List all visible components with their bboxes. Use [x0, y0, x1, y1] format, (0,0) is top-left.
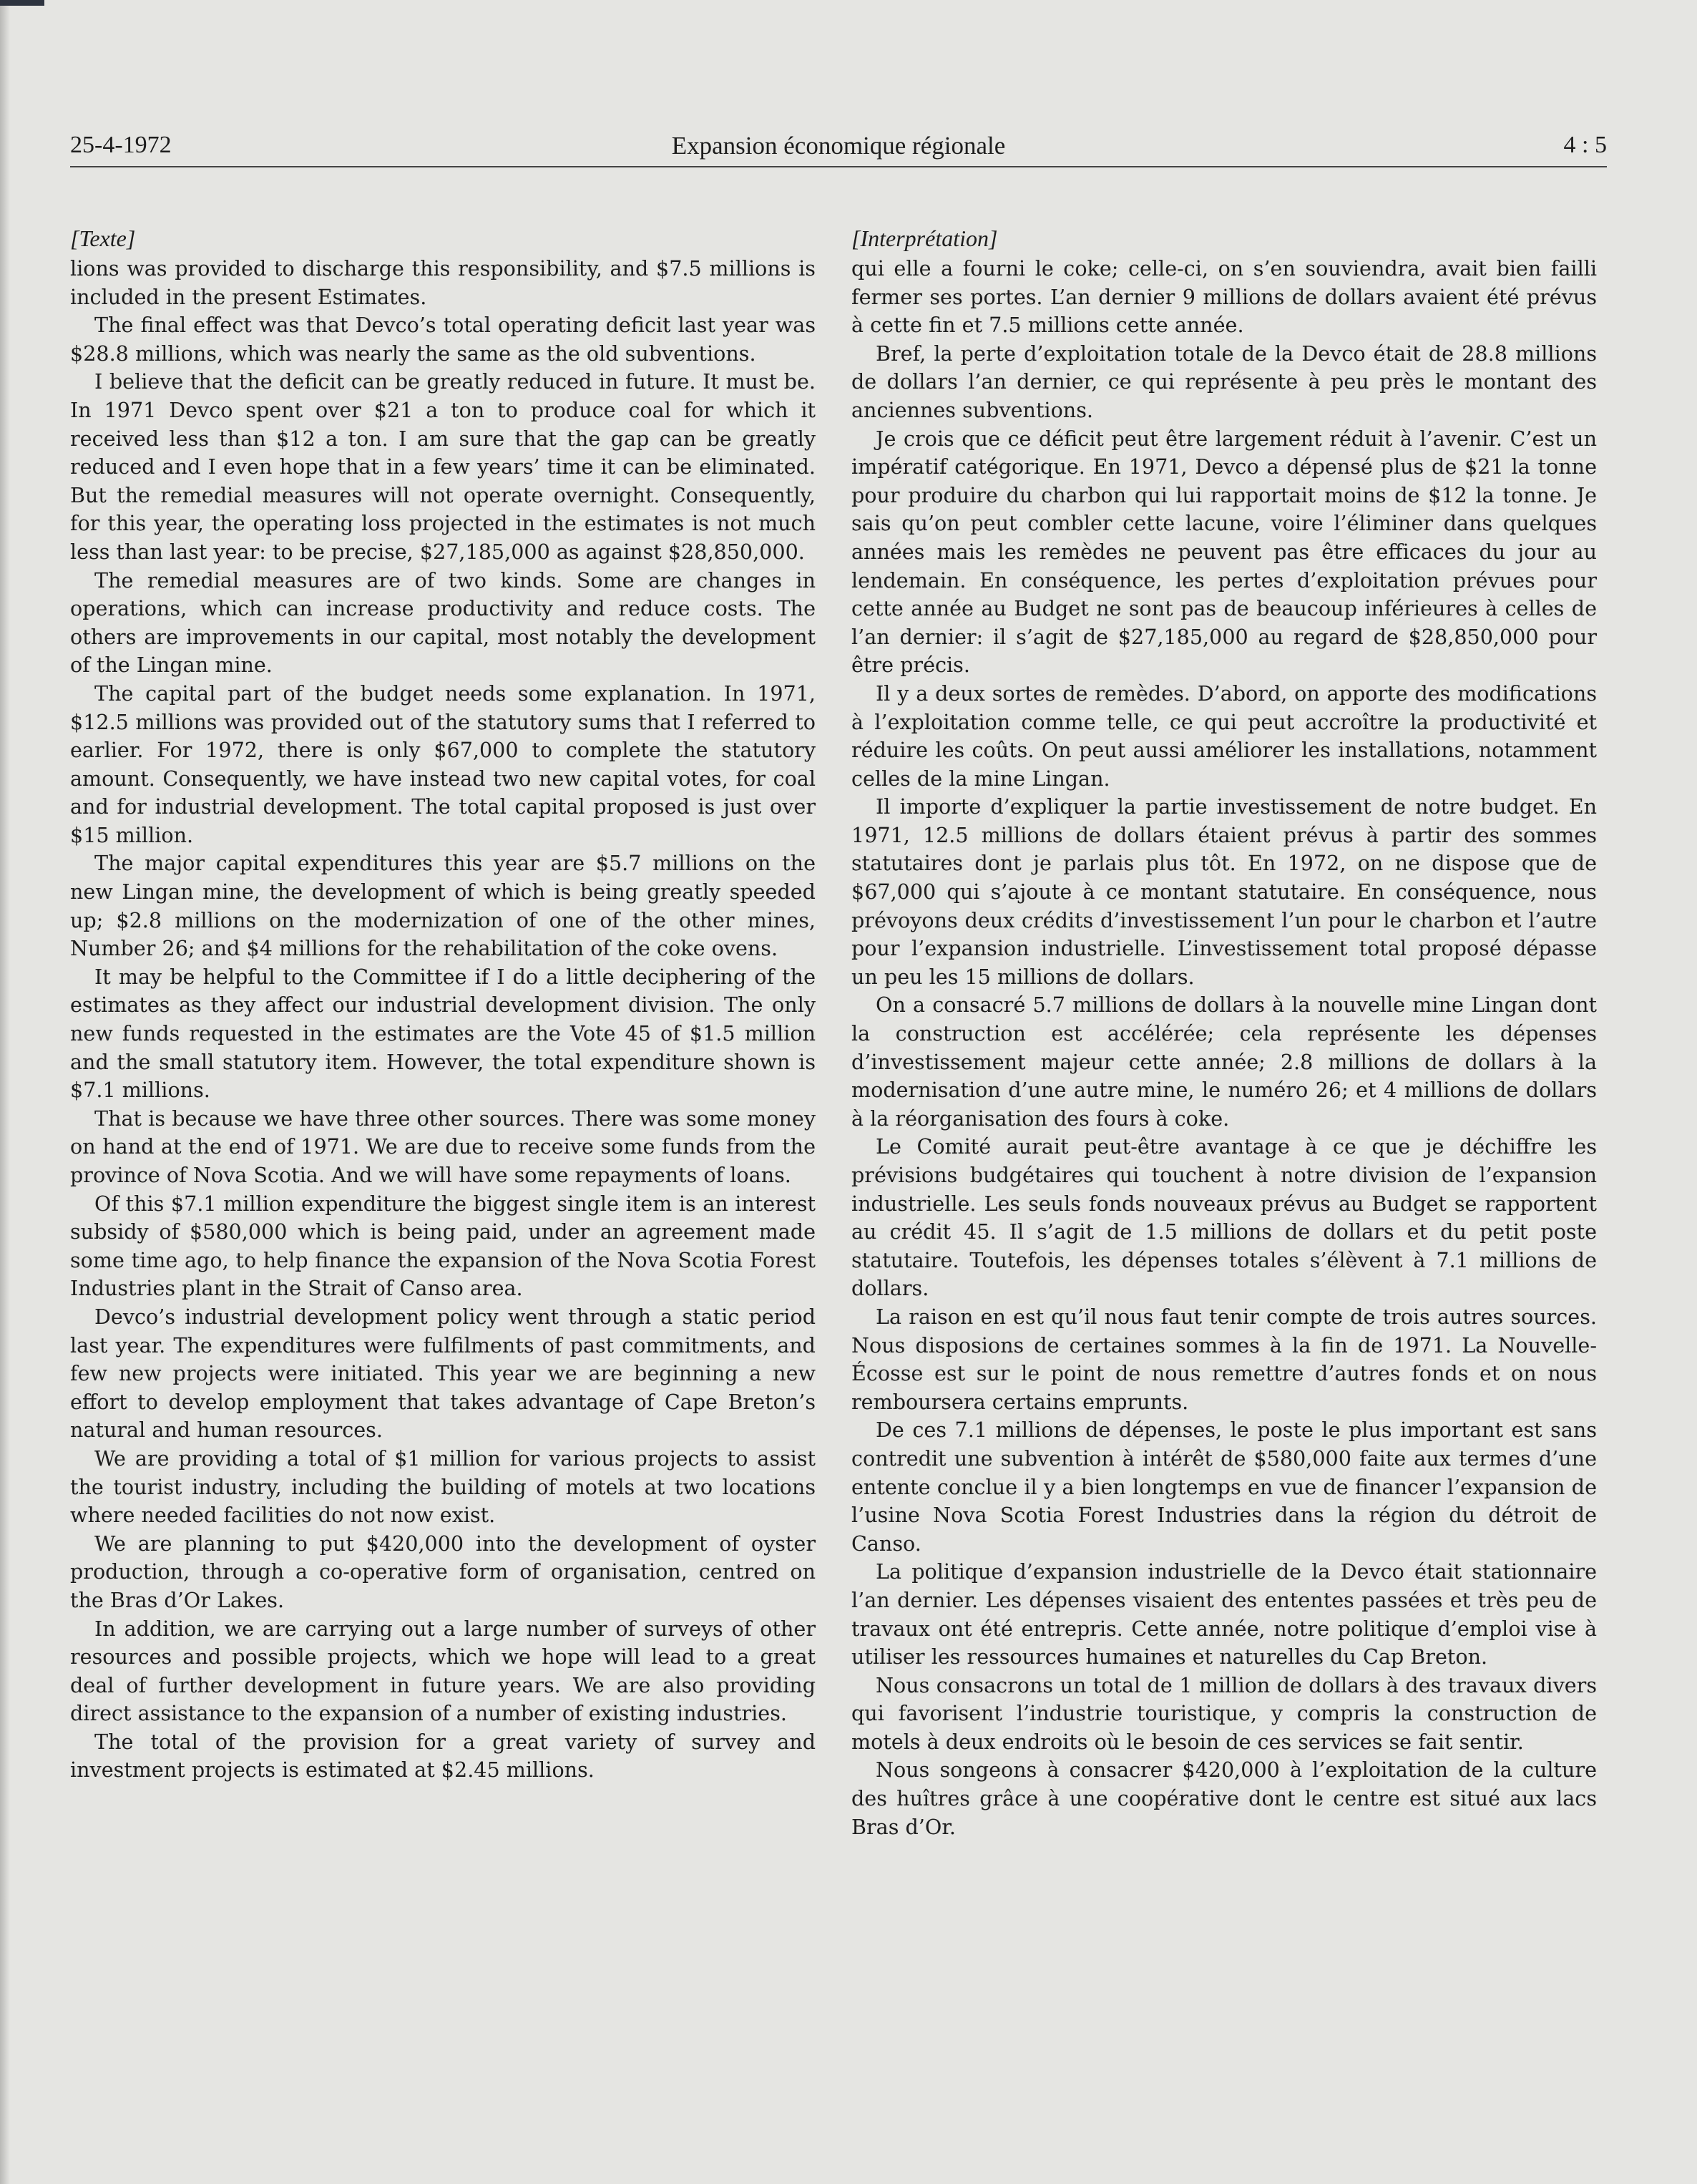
column-label: [Texte]	[70, 225, 136, 251]
paragraph: lions was provided to discharge this responsibility, and $7.5 millions is included in the present Estimates.	[70, 256, 816, 309]
paragraph: That is because we have three other sources. There was some money on hand at the end of 1971. We are due to receive some funds from the province of Nova Scotia. And we will have some repayments of loans.	[70, 1106, 816, 1187]
paragraph: We are planning to put $420,000 into the development of oyster production, through a co-operative form of organisation, centred on the Bras d’Or Lakes.	[70, 1531, 816, 1612]
paragraph: The remedial measures are of two kinds. Some are changes in operations, which can increase productivity and reduce costs. The others are improvements in our capital, most notably the development of the Lingan mine.	[70, 567, 816, 678]
paragraph: Je crois que ce déficit peut être largement réduit à l’avenir. C’est un impératif catégorique. En 1971, Devco a dépensé plus de $21 la tonne pour produire du charbon qui lui rapportait moins de $12 la tonne. Je sais qu’on peut combler cette lacune, voire l’éliminer dans quelques années mais les remèdes ne peuvent pas être efficaces du jour au lendemain. En conséquence, les pertes d’exploitation prévues pour cette année au Budget ne sont pas de beaucoup inférieures à celles de l’an dernier: il s’agit de $27,185,000 au regard de $28,850,000 pour être précis.	[851, 426, 1597, 678]
header-date: 25-4-1972	[70, 132, 172, 158]
paragraph: La politique d’expansion industrielle de la Devco était stationnaire l’an dernier. Les dépenses visaient des ententes passées et très peu de travaux ont été entrepris. Cette année, notre politique d’emploi vise à utiliser les ressources humaines et naturelles du Cap Breton.	[851, 1559, 1597, 1669]
scan-edge-mark	[0, 0, 44, 6]
paragraph: Bref, la perte d’exploitation totale de la Devco était de 28.8 millions de dollars l’an dernier, ce qui représente à peu près le montant des anciennes subventions.	[851, 341, 1597, 422]
paragraph: The capital part of the budget needs some explanation. In 1971, $12.5 millions was provided out of the statutory sums that I referred to earlier. For 1972, there is only $67,000 to complete the statutory amount. Consequently, we have instead two new capital votes, for coal and for industrial development. The total capital proposed is just over $15 million.	[70, 681, 816, 847]
french-column	[851, 223, 1597, 1841]
paragraph: De ces 7.1 millions de dépenses, le poste le plus important est sans contredit une subvention à intérêt de $580,000 faite aux termes d’une entente conclue il y a bien longtemps en vue de financer l’expansion de l’usine Nova Scotia Forest Industries dans la région du détroit de Canso.	[851, 1418, 1597, 1556]
page-header	[70, 130, 1607, 167]
paragraph: Nous consacrons un total de 1 million de dollars à des travaux divers qui favorisent l’industrie touristique, y compris la construction de motels à deux endroits où le besoin de ces services se fait sentir.	[851, 1672, 1597, 1754]
paragraph: In addition, we are carrying out a large number of surveys of other resources and possible projects, which we hope will lead to a great deal of further development in future years. We are also providing direct assistance to the expansion of a number of existing industries.	[70, 1616, 816, 1726]
paragraph: Devco’s industrial development policy went through a static period last year. The expenditures were fulfilments of past commitments, and few new projects were initiated. This year we are beginning a new effort to develop employment that takes advantage of Cape Breton’s natural and human resources.	[70, 1304, 816, 1443]
paragraph: Nous songeons à consacrer $420,000 à l’exploitation de la culture des huîtres grâce à une coopérative dont le centre est situé aux lacs Bras d’Or.	[851, 1758, 1597, 1839]
paragraph: Il y a deux sortes de remèdes. D’abord, on apporte des modifications à l’exploitation comme telle, ce qui peut accroître la productivité et réduire les coûts. On peut aussi améliorer les installations, notamment celles de la mine Lingan.	[851, 681, 1597, 791]
paragraph: We are providing a total of $1 million for various projects to assist the tourist industry, including the building of motels at two locations where needed facilities do not now exist.	[70, 1446, 816, 1528]
paragraph: I believe that the deficit can be greatly reduced in future. It must be. In 1971 Devco spent over $21 a ton to produce coal for which it received less than $12 a ton. I am sure that the gap can be greatly reduced and I even hope that in a few years’ time it can be eliminated. But the remedial measures will not operate overnight. Consequently, for this year, the operating loss projected in the estimates is not much less than last year: to be precise, $27,185,000 as against $28,850,000.	[70, 369, 816, 564]
paragraph: La raison en est qu’il nous faut tenir compte de trois autres sources. Nous disposions de certaines sommes à la fin de 1971. La Nouvelle-Écosse est sur le point de nous remettre d’autres fonds et on nous remboursera certains emprunts.	[851, 1304, 1597, 1414]
paragraph: The total of the provision for a great variety of survey and investment projects is estimated at $2.45 millions.	[70, 1729, 816, 1783]
english-column	[70, 223, 816, 1785]
header-page-number: 4 : 5	[1563, 132, 1607, 158]
paragraph: The final effect was that Devco’s total operating deficit last year was $28.8 millions, which was nearly the same as the old subventions.	[70, 313, 816, 366]
paragraph: The major capital expenditures this year are $5.7 millions on the new Lingan mine, the development of which is being greatly speeded up; $2.8 millions on the modernization of one of the other mines, Number 26; and $4 millions for the rehabilitation of the coke ovens.	[70, 851, 816, 961]
page-edge-shadow	[0, 0, 10, 2184]
paragraph: Of this $7.1 million expenditure the biggest single item is an interest subsidy of $580,000 which is being paid, under an agreement made some time ago, to help finance the expansion of the Nova Scotia Forest Industries plant in the Strait of Canso area.	[70, 1191, 816, 1301]
paragraph: It may be helpful to the Committee if I do a little deciphering of the estimates as they affect our industrial development division. The only new funds requested in the estimates are the Vote 45 of $1.5 million and the small statutory item. However, the total expenditure shown is $7.1 millions.	[70, 964, 816, 1103]
paragraph: Il importe d’expliquer la partie investissement de notre budget. En 1971, 12.5 millions de dollars étaient prévus à partir des sommes statutaires dont je parlais plus tôt. En 1972, on ne dispose que de $67,000 qui s’ajoute à ce montant statutaire. En conséquence, nous prévoyons deux crédits d’investissement l’un pour le charbon et l’autre pour l’expansion industrielle. L’investissement total proposé dépasse un peu les 15 millions de dollars.	[851, 794, 1597, 989]
paragraph: On a consacré 5.7 millions de dollars à la nouvelle mine Lingan dont la construction est accélérée; cela représente les dépenses d’investissement majeur cette année; 2.8 millions de dollars à la modernisation d’une autre mine, le numéro 26; et 4 millions de dollars à la réorganisation des fours à coke.	[851, 993, 1597, 1131]
header-title: Expansion économique régionale	[671, 132, 1006, 160]
paragraph: qui elle a fourni le coke; celle-ci, on s’en souviendra, avait bien failli fermer ses portes. L’an dernier 9 millions de dollars avaient été prévus à cette fin et 7.5 millions cette année.	[851, 256, 1597, 338]
paragraph: Le Comité aurait peut-être avantage à ce que je déchiffre les prévisions budgétaires qui touchent à notre division de l’expansion industrielle. Les seuls fonds nouveaux prévus au Budget se rapportent au crédit 45. Il s’agit de 1.5 millions de dollars et du petit poste statutaire. Toutefois, les dépenses totales s’élèvent à 7.1 millions de dollars.	[851, 1134, 1597, 1301]
column-label: [Interprétation]	[851, 225, 998, 251]
